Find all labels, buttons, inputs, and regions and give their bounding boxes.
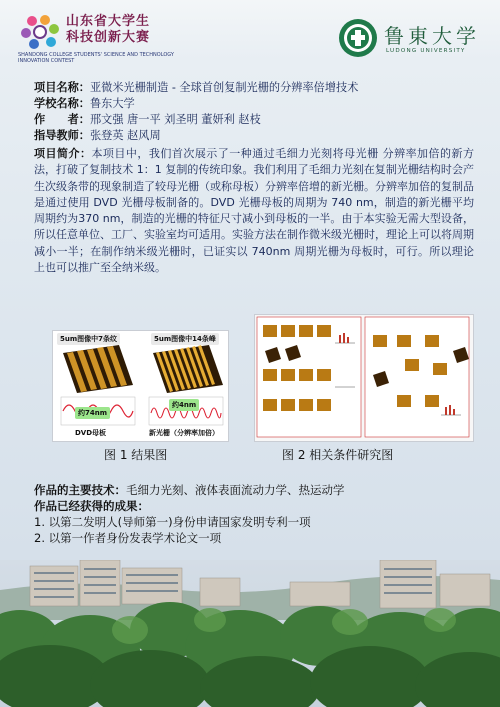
competition-title-en: SHANDONG COLLEGE STUDENTS' SCIENCE AND TECHNOLOGY INNOVATION CONTEST [18,52,174,64]
conditions-study-grid-icon [255,315,473,441]
campus-photo [0,560,500,707]
intro-label: 项目简介： [34,147,92,160]
project-intro [34,146,474,276]
achievement-item-1: 1. 以第二发明人(导师第一)身份申请国家发明专利一项 [34,515,311,529]
authors-value: 邢文强 唐一平 刘圣明 董妍利 赵枝 [89,113,261,126]
school-value: 鲁东大学 [89,97,135,110]
authors-label: 作 者： [34,113,90,126]
afm-images-icon [53,331,228,441]
achievements-heading [34,498,149,515]
figure1-caption: 图 1 结果图 [104,448,168,462]
figure1-sub-b: 新光栅（分辨率加倍） [149,429,219,437]
competition-title-line2: 科技创新大赛 [66,30,151,45]
advisor-value: 张登英 赵风周 [89,129,161,142]
figure2-caption: 图 2 相关条件研究图 [282,448,394,462]
competition-logo-icon [18,12,62,56]
achievements-label: 作品已经获得的成果： [34,499,149,513]
figure1-label-b: 5um图像中14条峰 [151,333,219,345]
competition-title-line1: 山东省大学生 [66,14,151,29]
school-label: 学校名称： [34,97,90,110]
project-name-label: 项目名称： [34,81,90,94]
project-name-value: 亚微米光栅制造 - 全球首创复制光栅的分辨率倍增技术 [89,81,359,94]
competition-title [66,14,150,46]
figure1-badge-a: 约74nm [75,407,110,419]
main-tech-row [34,482,345,499]
advisor-label: 指导教师： [34,129,90,142]
university-name-en: LUDONG UNIVERSITY [386,48,466,54]
figure-2-image [254,314,474,442]
school-row [34,96,135,111]
figure1-sub-a: DVD母板 [75,429,107,437]
intro-text: 本项目中，我们首次展示了一种通过毛细力光刻将母光栅 分辨率加倍的新方法，打破了复制技术 1：1 复制的传统印象。我们利用了毛细力光刻在复制光栅结构时会产生次级条带的现象制造了较母光栅（或称母板）分辨率倍增的新光栅。分辨率加倍的复制品是通过使用 DVD 光栅母板制备的。DVD 光栅母板的周期为 740 nm，制造的新光栅平均周期约为370 nm，制造的光栅的特征尺寸减小到母板的一半。由于本实验无需大型设备，所以任意单位、工厂、实验室均可适用。实验方法在制作微米级光栅时，理论上可以将周期减小一半；在制作纳米级光栅时，已证实以 740nm 周期光栅为母板时，可行。所以理论上也可以推广至全纳米级。 [34,147,474,275]
university-name: 鲁東大学 [384,24,480,48]
achievement-item-2: 2. 以第一作者身份发表学术论文一项 [34,531,222,545]
figure1-badge-b: 约4nm [169,399,199,411]
university-emblem-icon [338,18,378,58]
project-name-row [34,80,358,95]
advisor-row [34,128,161,143]
authors-row [34,112,261,127]
main-tech-label: 作品的主要技术： [34,483,126,497]
figure1-label-a: 5um图像中7条纹 [57,333,120,345]
main-tech-value: 毛细力光刻、液体表面流动力学、热运动学 [126,483,345,497]
figure-1-image [52,330,229,442]
